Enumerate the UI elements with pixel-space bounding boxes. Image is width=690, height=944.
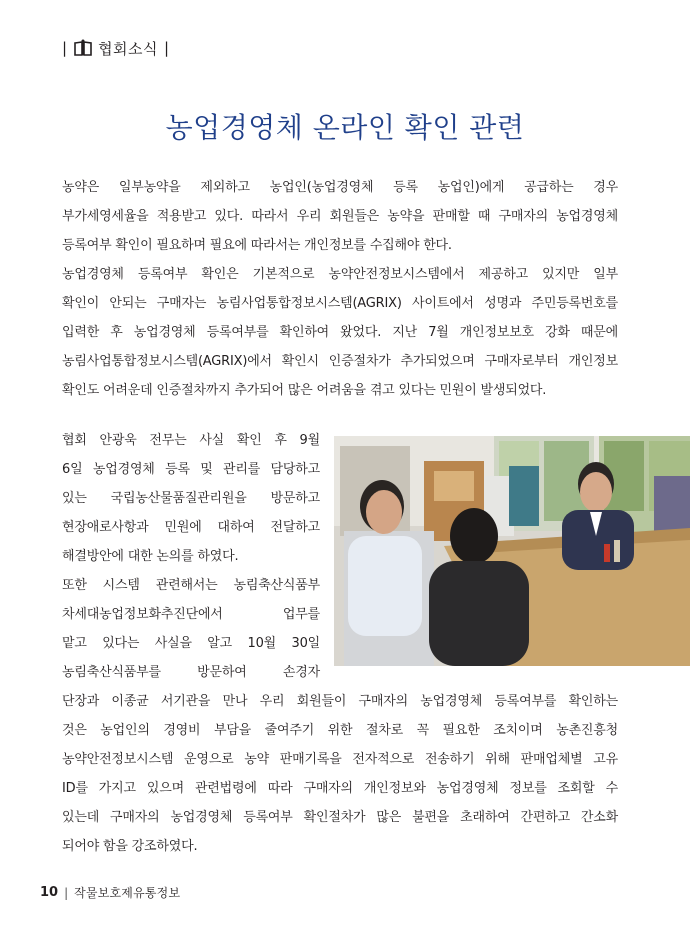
text-line: 있는데 구매자의 농업경영체 등록여부 확인절차가 많은 불편을 초래하여 간편하고 간소화 xyxy=(62,810,618,825)
text-line: 농업경영체 등록여부 확인은 기본적으로 농약안전정보시스템에서 제공하고 있지만 일부 xyxy=(62,267,618,282)
page-footer xyxy=(40,884,180,901)
book-icon xyxy=(73,39,93,57)
paragraph-1 xyxy=(62,173,618,260)
paragraph-3 xyxy=(62,426,320,571)
text-line: 되어야 함을 강조하였다. xyxy=(62,839,198,854)
text-line: 차세대농업정보화추진단에서 업무를 xyxy=(62,607,320,622)
meeting-photo xyxy=(334,436,690,666)
text-line: 확인도 어려운데 인증절차까지 추가되어 많은 어려움을 겪고 있다는 민원이 발생되었다. xyxy=(62,383,547,398)
section-bar-left: | xyxy=(62,39,68,57)
section-tag xyxy=(62,36,169,60)
text-line: 입력한 후 농업경영체 등록여부를 확인하여 왔었다. 지난 7월 개인정보보호 강화 때문에 xyxy=(62,325,618,340)
text-line: 등록여부 확인이 필요하며 필요에 따라서는 개인정보를 수집해야 한다. xyxy=(62,238,452,253)
section-label: 협회소식 xyxy=(98,39,159,58)
article-title: 농업경영체 온라인 확인 관련 xyxy=(165,111,525,144)
text-line: 있는 국립농산물품질관리원을 방문하고 xyxy=(62,491,320,506)
text-line: 것은 농업인의 경영비 부담을 줄여주기 위한 절차로 꼭 필요한 조치이며 농촌진흥청 xyxy=(62,723,618,738)
text-line: ID를 가지고 있으며 관련법령에 따라 구매자의 개인정보와 농업경영체 정보를 조회할 수 xyxy=(62,781,618,796)
publication-name: 작물보호제유통정보 xyxy=(74,886,181,900)
paragraph-2 xyxy=(62,260,618,405)
text-line: 확인이 안되는 구매자는 농림사업통합정보시스템(AGRIX) 사이트에서 성명과 주민등록번호를 xyxy=(62,296,618,311)
text-line: 농약은 일부농약을 제외하고 농업인(농업경영체 등록 농업인)에게 공급하는 경우 xyxy=(62,180,618,195)
text-line: 협회 안광욱 전무는 사실 확인 후 9월 xyxy=(62,433,320,448)
text-line: 또한 시스템 관련해서는 농림축산식품부 xyxy=(62,578,320,593)
page-number: 10 xyxy=(40,885,59,900)
paragraph-4-full xyxy=(62,687,618,861)
text-line: 부가세영세율을 적용받고 있다. 따라서 우리 회원들은 농약을 판매할 때 구매자의 농업경영체 xyxy=(62,209,618,224)
text-line: 현장애로사항과 민원에 대하여 전달하고 xyxy=(62,520,320,535)
text-line: 농약안전정보시스템 운영으로 농약 판매기록을 전자적으로 전송하기 위해 판매업체별 고유 xyxy=(62,752,618,767)
footer-separator: | xyxy=(64,885,69,900)
text-line: 농림축산식품부를 방문하여 손경자 xyxy=(62,665,320,680)
text-line: 맡고 있다는 사실을 알고 10월 30일 xyxy=(62,636,320,651)
section-bar-right: | xyxy=(164,39,170,57)
text-line: 6일 농업경영체 등록 및 관리를 담당하고 xyxy=(62,462,320,477)
text-line: 해결방안에 대한 논의를 하였다. xyxy=(62,549,239,564)
text-line: 단장과 이종균 서기관을 만나 우리 회원들이 구매자의 농업경영체 등록여부를 확인하는 xyxy=(62,694,618,709)
meeting-photo-illustration xyxy=(334,436,690,666)
text-line: 농림사업통합정보시스템(AGRIX)에서 확인시 인증절차가 추가되었으며 구매자로부터 개인정보 xyxy=(62,354,618,369)
paragraph-4-column xyxy=(62,571,320,687)
